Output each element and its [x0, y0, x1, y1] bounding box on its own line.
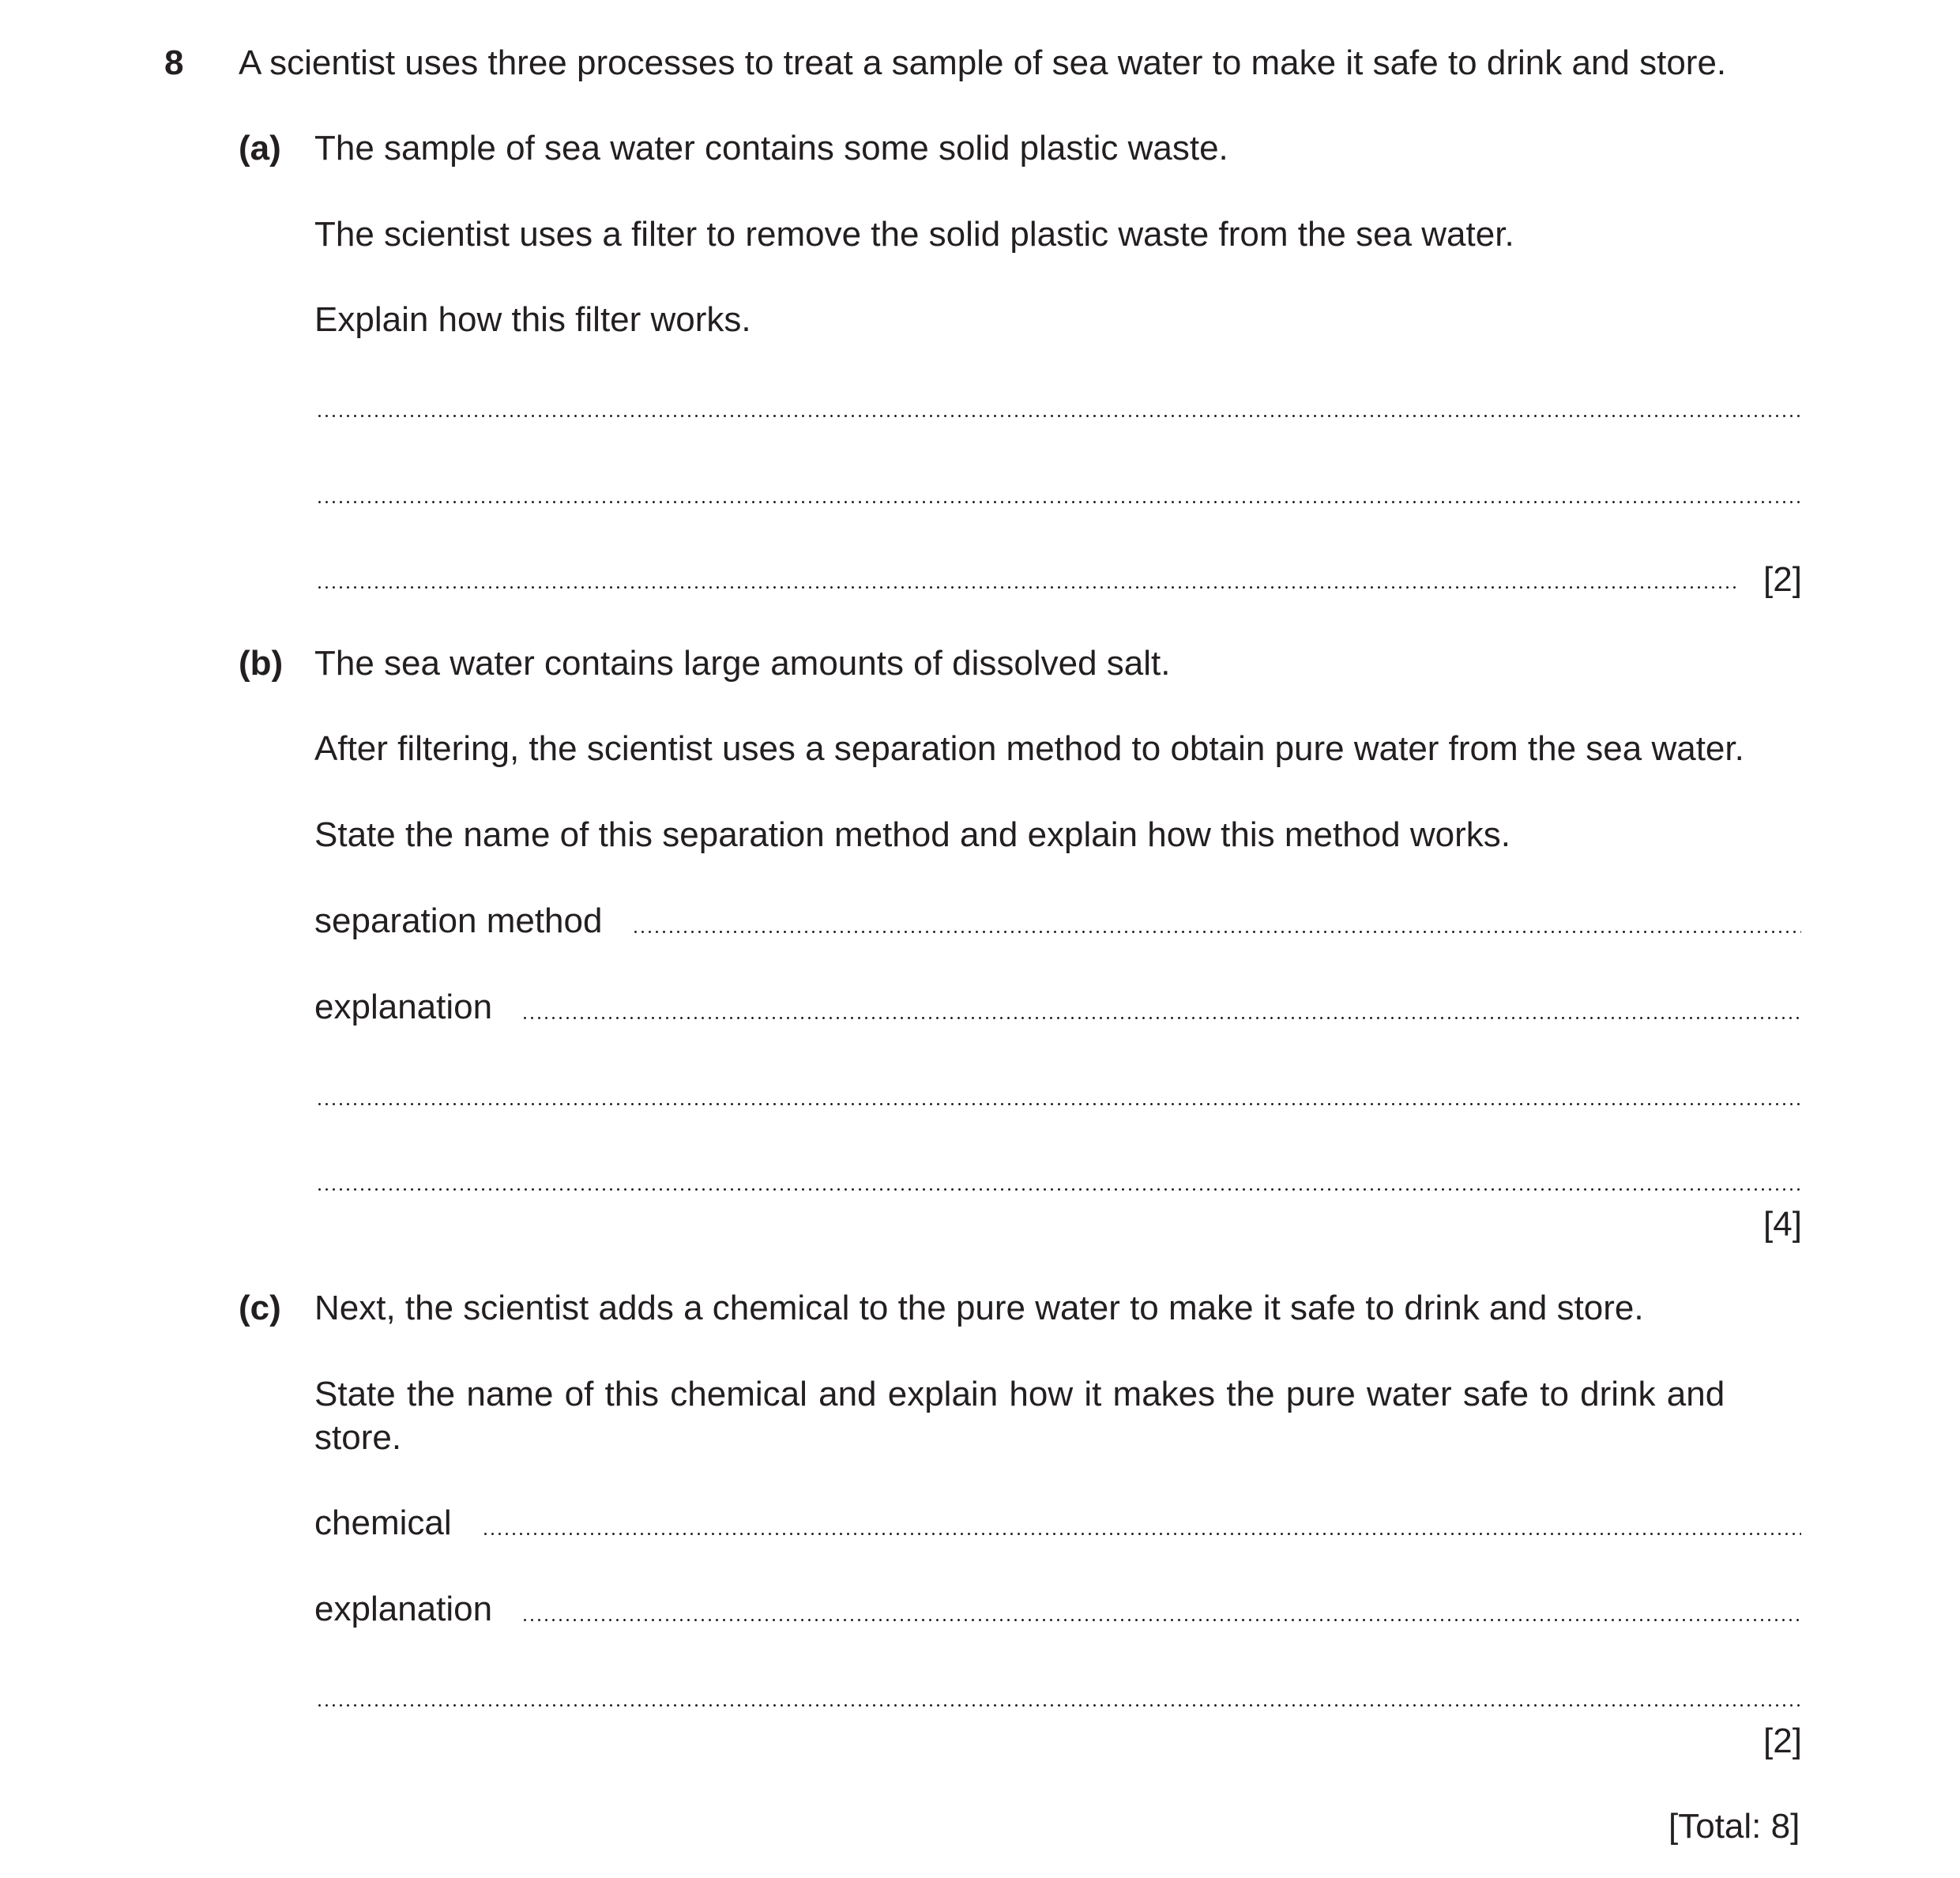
part-c-explanation-label: explanation	[314, 1590, 493, 1628]
part-b-text-1: The sea water contains large amounts of dissolved salt.	[314, 644, 1171, 683]
part-b-explanation-line-2[interactable]	[316, 1103, 1801, 1105]
part-b-explanation-label: explanation	[314, 988, 493, 1026]
part-c-marks: [2]	[1763, 1722, 1802, 1760]
chemical-answer-line[interactable]	[482, 1533, 1801, 1535]
part-b-prompt: State the name of this separation method and explain how this method works.	[314, 815, 1510, 854]
separation-method-label: separation method	[314, 901, 603, 940]
part-b-explanation-line-1[interactable]	[521, 1017, 1801, 1019]
part-a-prompt: Explain how this filter works.	[314, 300, 751, 339]
part-c-prompt-line-1: State the name of this chemical and explain how it makes the pure water safe to drink and	[314, 1375, 1725, 1413]
total-marks: [Total: 8]	[1668, 1807, 1800, 1846]
part-c-label: (c)	[239, 1289, 281, 1327]
part-c-explanation-line-2[interactable]	[316, 1704, 1801, 1707]
part-c-text-1: Next, the scientist adds a chemical to the pure water to make it safe to drink and store.	[314, 1289, 1644, 1327]
question-number: 8	[164, 43, 184, 82]
part-b-marks: [4]	[1763, 1205, 1802, 1244]
part-a-text-2: The scientist uses a filter to remove the solid plastic waste from the sea water.	[314, 215, 1514, 254]
part-a-answer-line-3[interactable]	[316, 586, 1738, 589]
part-b-explanation-line-3[interactable]	[316, 1188, 1801, 1191]
separation-method-answer-line[interactable]	[632, 931, 1801, 933]
part-c-explanation-line-1[interactable]	[521, 1619, 1801, 1621]
chemical-label: chemical	[314, 1504, 452, 1542]
part-a-text-1: The sample of sea water contains some solid plastic waste.	[314, 129, 1228, 167]
part-c-prompt-line-2: store.	[314, 1418, 402, 1457]
part-b-text-2: After filtering, the scientist uses a separation method to obtain pure water from the sea water.	[314, 729, 1744, 768]
question-stem: A scientist uses three processes to treat a sample of sea water to make it safe to drink and store.	[239, 43, 1727, 82]
part-b-label: (b)	[239, 644, 284, 683]
part-a-answer-line-1[interactable]	[316, 415, 1801, 417]
part-a-marks: [2]	[1763, 560, 1802, 599]
part-a-label: (a)	[239, 129, 281, 167]
part-a-answer-line-2[interactable]	[316, 501, 1801, 503]
